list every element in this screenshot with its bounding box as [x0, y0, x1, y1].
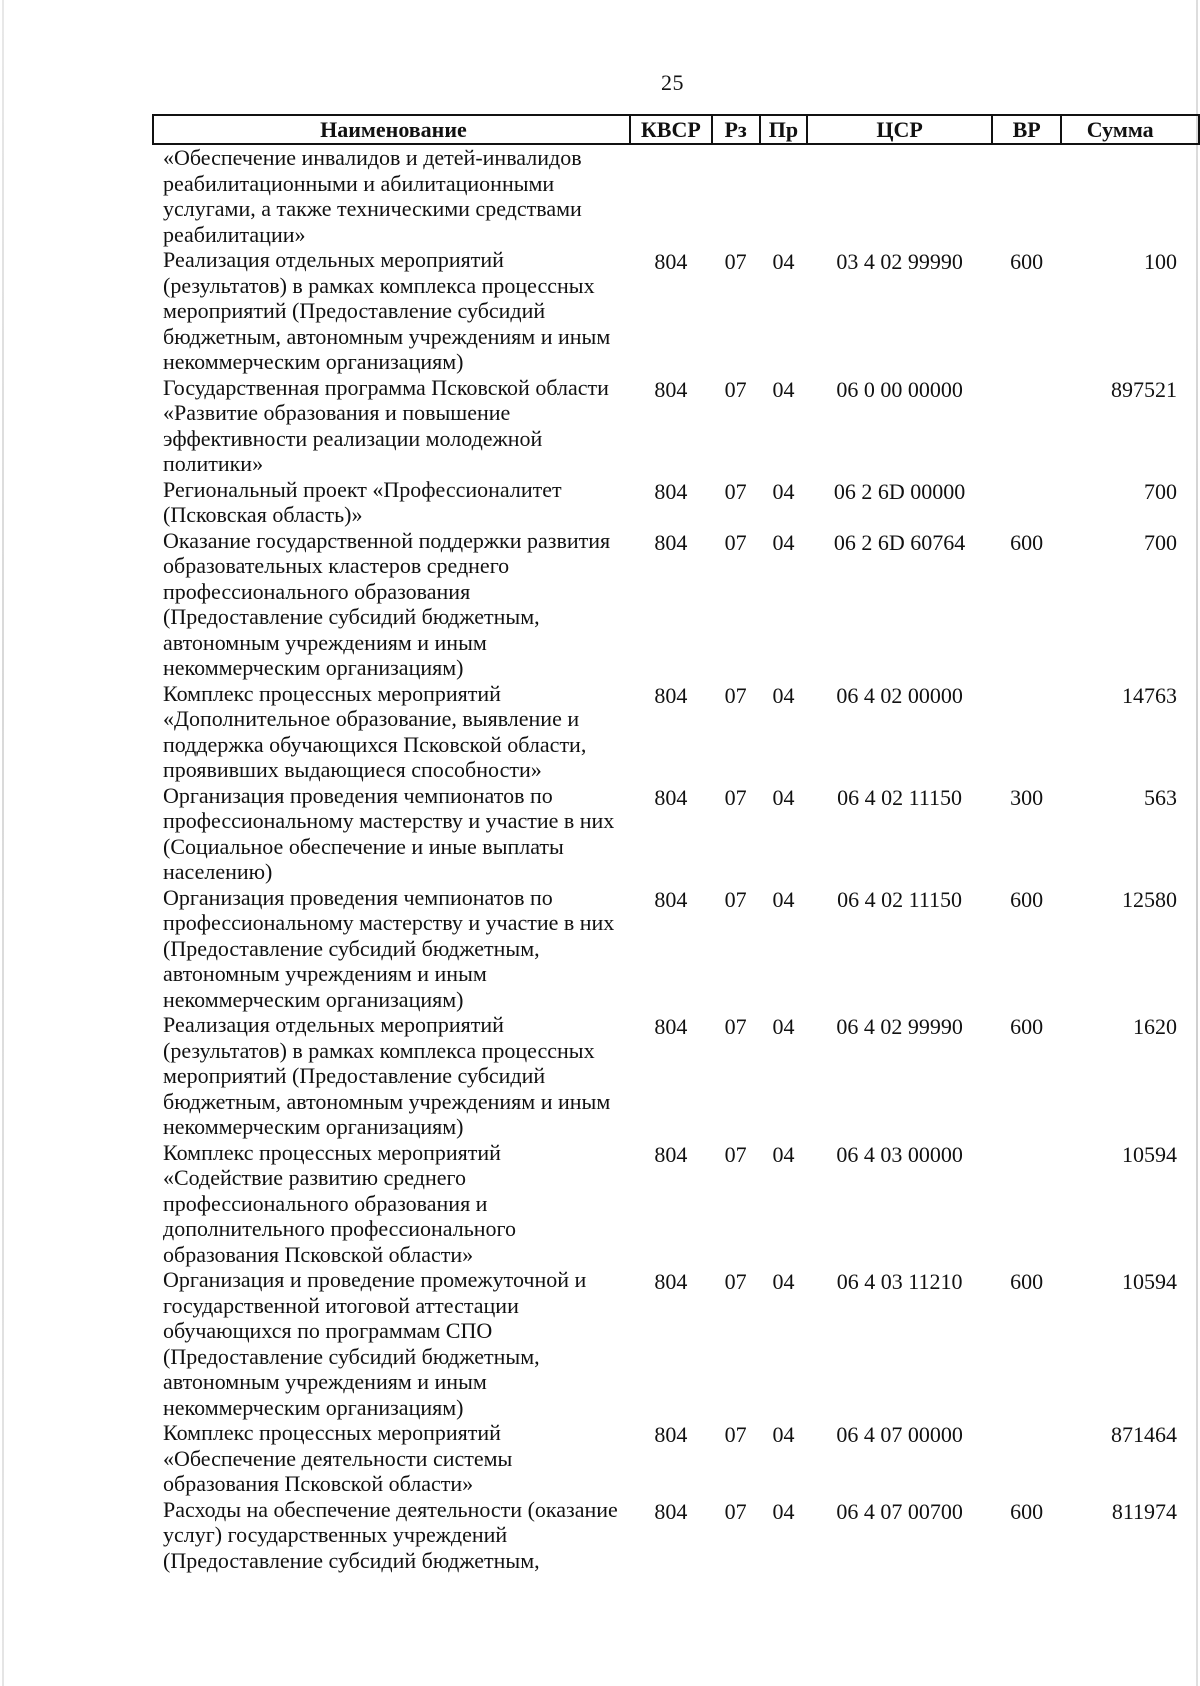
row-kvsr: 804	[654, 529, 688, 555]
header-rz: Рз	[712, 115, 760, 144]
row-sum: 700	[1144, 529, 1177, 555]
row-csr: 06 4 03 11210	[836, 1269, 963, 1294]
row-kvsr: 804	[654, 1498, 688, 1524]
row-sum: 100	[1144, 249, 1177, 274]
row-vr: 600	[1010, 886, 1044, 912]
budget-table	[152, 114, 1200, 1573]
row-vr: 600	[1010, 1269, 1044, 1294]
row-kvsr: 804	[654, 478, 688, 504]
table-row	[153, 1012, 1199, 1140]
row-rz: 07	[724, 1498, 747, 1524]
row-sum: 1620	[1133, 1014, 1177, 1039]
table-row	[153, 1267, 1199, 1420]
row-csr: 06 2 6D 60764	[833, 529, 966, 555]
table-row	[153, 681, 1199, 783]
row-pr: 04	[772, 249, 795, 274]
row-pr: 04	[772, 529, 795, 555]
row-vr: 600	[1010, 1014, 1044, 1039]
row-kvsr: 804	[654, 682, 688, 708]
table-row	[153, 1140, 1199, 1268]
row-name: Комплекс процессных мероприятий «Обеспечение деятельности системы образования Псковской области»	[163, 1420, 513, 1496]
row-rz: 07	[724, 529, 747, 555]
row-vr: 300	[1010, 784, 1044, 810]
row-kvsr: 804	[654, 886, 688, 912]
row-pr	[760, 144, 808, 247]
row-kvsr: 804	[654, 1422, 688, 1447]
page-number: 25	[661, 70, 684, 95]
row-csr: 06 4 03 00000	[836, 1141, 963, 1167]
table-row	[153, 375, 1199, 477]
row-name: Комплекс процессных мероприятий «Содействие развитию среднего профессионального образования и дополнительного профессионального образования Псковской области»	[163, 1139, 516, 1267]
row-csr: 06 4 02 99990	[836, 1014, 963, 1039]
row-rz: 07	[724, 249, 747, 274]
row-rz: 07	[724, 478, 747, 504]
row-kvsr: 804	[654, 1014, 688, 1039]
row-name: Комплекс процессных мероприятий «Дополнительное образование, выявление и поддержка обучающихся Псковской области, проявивших выдающиеся способности»	[163, 680, 587, 782]
row-vr	[992, 477, 1062, 528]
header-row	[153, 115, 1199, 144]
row-csr: 03 4 02 99990	[836, 249, 963, 274]
row-name: Организация и проведение промежуточной и государственной итоговой аттестации обучающихся по программам СПО (Предоставление субсидий бюджетным, автономным учреждениям и иным некоммерческим организациям)	[163, 1267, 587, 1420]
table-body	[153, 144, 1199, 1573]
row-rz: 07	[724, 1141, 747, 1167]
row-vr: 600	[1010, 529, 1044, 555]
row-kvsr: 804	[654, 249, 688, 274]
row-sum: 811974	[1111, 1498, 1177, 1524]
table-row	[153, 1497, 1199, 1574]
row-pr: 04	[772, 1014, 795, 1039]
row-rz: 07	[724, 784, 747, 810]
table-header	[153, 115, 1199, 144]
row-rz: 07	[724, 1422, 747, 1447]
row-sum: 14763	[1122, 682, 1177, 708]
row-name: Организация проведения чемпионатов по профессиональному мастерству и участие в них (Предоставление субсидий бюджетным, автономным учреждениям и иным некоммерческим организациям)	[163, 884, 615, 1012]
row-vr: 600	[1010, 249, 1044, 274]
row-rz: 07	[724, 682, 747, 708]
header-csr: ЦСР	[807, 115, 992, 144]
row-name: Оказание государственной поддержки развития образовательных кластеров среднего профессионального образования (Предоставление субсидий бюджетным, автономным учреждениям и иным некоммерческим организациям)	[163, 527, 611, 680]
table-row	[153, 144, 1199, 247]
row-sum: 700	[1144, 478, 1177, 504]
row-pr: 04	[772, 1422, 795, 1447]
row-sum: 897521	[1111, 376, 1177, 402]
row-pr: 04	[772, 1269, 795, 1294]
row-sum: 12580	[1122, 886, 1177, 912]
row-name: Расходы на обеспечение деятельности (оказание услуг) государственных учреждений (Предоставление субсидий бюджетным,	[163, 1496, 618, 1573]
row-pr: 04	[772, 784, 795, 810]
row-vr	[992, 375, 1062, 477]
row-pr: 04	[772, 1141, 795, 1167]
row-name: Реализация отдельных мероприятий (результатов) в рамках комплекса процессных мероприятий (Предоставление субсидий бюджетным, автономным учреждениям и иным некоммерческим организациям)	[163, 1012, 611, 1139]
header-vr: ВР	[992, 115, 1062, 144]
row-kvsr: 804	[654, 376, 688, 402]
row-sum	[1061, 144, 1199, 247]
table-row	[153, 885, 1199, 1013]
row-rz: 07	[724, 886, 747, 912]
row-sum: 10594	[1122, 1269, 1177, 1294]
header-kvsr: КВСР	[630, 115, 712, 144]
row-sum: 10594	[1122, 1141, 1177, 1167]
table-row	[153, 783, 1199, 885]
scan-edge-left	[2, 0, 4, 1686]
header-pr: Пр	[760, 115, 808, 144]
row-vr: 600	[1010, 1498, 1044, 1524]
row-name: Государственная программа Псковской области «Развитие образования и повышение эффективности реализации молодежной политики»	[163, 374, 609, 476]
row-pr: 04	[772, 1498, 795, 1524]
row-vr	[992, 681, 1062, 783]
table-row	[153, 247, 1199, 375]
row-vr	[992, 144, 1062, 247]
row-rz: 07	[724, 1014, 747, 1039]
row-csr	[807, 144, 992, 247]
row-pr: 04	[772, 886, 795, 912]
row-name: Организация проведения чемпионатов по профессиональному мастерству и участие в них (Социальное обеспечение и иные выплаты населению)	[163, 782, 615, 884]
row-csr: 06 4 02 11150	[837, 784, 963, 810]
row-kvsr: 804	[654, 1269, 688, 1294]
row-csr: 06 4 07 00000	[836, 1422, 963, 1447]
row-pr: 04	[772, 376, 795, 402]
row-kvsr	[630, 144, 712, 247]
table-row	[153, 1420, 1199, 1497]
row-kvsr: 804	[654, 784, 688, 810]
row-sum: 871464	[1111, 1422, 1177, 1447]
row-rz: 07	[724, 376, 747, 402]
row-vr	[992, 1140, 1062, 1268]
row-rz: 07	[724, 1269, 747, 1294]
row-rz	[712, 144, 760, 247]
header-name: Наименование	[153, 115, 630, 144]
row-csr: 06 4 02 00000	[836, 682, 963, 708]
row-kvsr: 804	[654, 1141, 688, 1167]
row-name: Региональный проект «Профессионалитет (Псковская область)»	[163, 476, 562, 527]
row-pr: 04	[772, 478, 795, 504]
row-name: Реализация отдельных мероприятий (результатов) в рамках комплекса процессных мероприятий (Предоставление субсидий бюджетным, автономным учреждениям и иным некоммерческим организациям)	[163, 247, 611, 374]
table-row	[153, 528, 1199, 681]
row-sum: 563	[1144, 784, 1177, 810]
row-name: «Обеспечение инвалидов и детей-инвалидов реабилитационными и абилитационными услугами, а также техническими средствами реабилитации»	[163, 145, 582, 247]
row-csr: 06 4 07 00700	[836, 1498, 963, 1524]
row-vr	[992, 1420, 1062, 1497]
row-csr: 06 4 02 11150	[837, 886, 963, 912]
table-row	[153, 477, 1199, 528]
row-csr: 06 2 6D 00000	[833, 478, 966, 504]
row-csr: 06 0 00 00000	[836, 376, 963, 402]
header-sum: Сумма	[1061, 115, 1199, 144]
row-pr: 04	[772, 682, 795, 708]
